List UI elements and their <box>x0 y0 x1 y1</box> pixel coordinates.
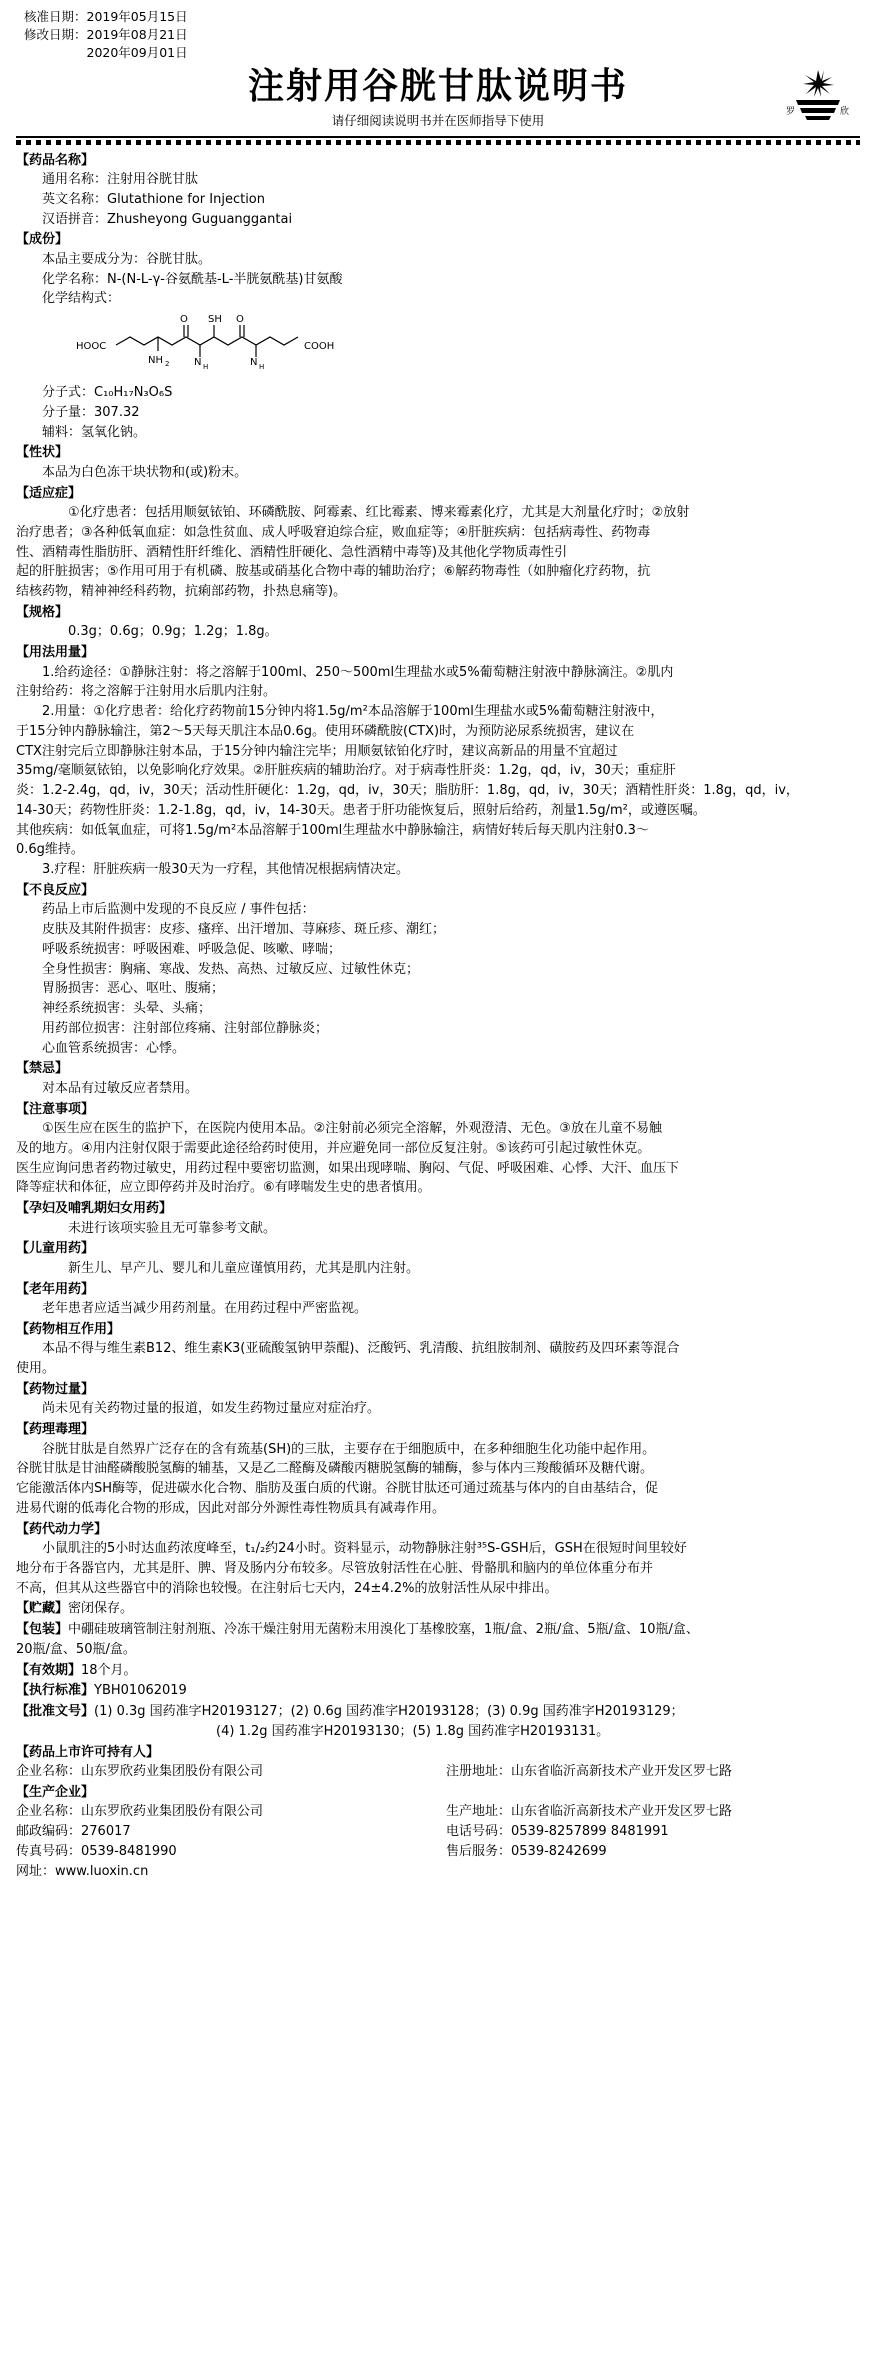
adverse-item: 用药部位损害：注射部位疼痛、注射部位静脉炎； <box>42 1020 329 1036</box>
usage-dose-line: 14-30天；药物性肝炎：1.2-1.8g，qd，iv，14-30天。患者于肝功能恢复后，照射后给药，剂量1.5g/m²，或遵医嘱。 <box>16 802 706 818</box>
character-text: 本品为白色冻干块状物和(或)粉末。 <box>42 464 248 480</box>
adverse-item: 胃肠损害：恶心、呕吐、腹痛； <box>42 981 225 997</box>
structural-formula-label: 化学结构式： <box>42 291 121 307</box>
section-manufacturer <box>16 1783 860 1882</box>
usage-course-title: 3.疗程： <box>42 862 94 878</box>
company-logo <box>766 64 856 122</box>
section-heading: 【批准文号】 <box>16 1704 95 1720</box>
approval-date-line: 核准日期：2019年05月15日 <box>24 9 188 24</box>
manufacturer-empty <box>446 1862 860 1882</box>
manufacturer-address: 生产地址：山东省临沂高新技术产业开发区罗七路 <box>446 1804 733 1820</box>
molecular-weight: 分子量：307.32 <box>42 404 140 420</box>
usage-dose-line: 35mg/毫顺氨铱铂，以免影响化疗效果。②肝脏疾病的辅助治疗。对于病毒性肝炎：1.2g，qd，iv，30天；重症肝 <box>16 763 676 779</box>
section-adverse-reactions <box>16 881 860 1059</box>
storage-text: 密闭保存。 <box>68 1601 134 1617</box>
section-heading: 【药物相互作用】 <box>16 1321 121 1337</box>
overdose-text: 尚未见有关药物过量的报道，如发生药物过量应对症治疗。 <box>42 1401 381 1417</box>
main-ingredient: 本品主要成分为：谷胱甘肽。 <box>42 251 212 267</box>
adverse-item: 心血管系统损害：心悸。 <box>42 1040 186 1056</box>
pregnancy-text: 未进行该项实验且无可靠参考文献。 <box>68 1220 277 1236</box>
svg-text:NH: NH <box>148 355 163 367</box>
section-heading: 【执行标准】 <box>16 1683 95 1699</box>
section-heading: 【药代动力学】 <box>16 1521 108 1537</box>
usage-route-text: ①静脉注射：将之溶解于100ml、250～500ml生理盐水或5%葡萄糖注射液中静脉滴注。②肌内 <box>119 664 674 680</box>
indication-line: 结核药物，精神神经科药物，抗痢部药物，扑热息痛等)。 <box>16 584 347 600</box>
section-heading: 【注意事项】 <box>16 1101 95 1117</box>
validity-row <box>16 1661 860 1681</box>
svg-text:HOOC: HOOC <box>76 341 107 353</box>
section-storage <box>16 1599 860 1619</box>
revision-date-line-2: 2020年09月01日 <box>24 45 188 61</box>
generic-name: 通用名称：注射用谷胱甘肽 <box>42 172 199 188</box>
section-interactions <box>16 1320 860 1379</box>
usage-course <box>16 860 860 880</box>
section-heading: 【用法用量】 <box>16 645 95 661</box>
section-heading: 【药理毒理】 <box>16 1422 95 1438</box>
revision-date-line: 修改日期：2019年08月21日 <box>24 27 188 43</box>
adverse-item: 皮肤及其附件损害：皮疹、瘙痒、出汗增加、荨麻疹、斑丘疹、潮红； <box>42 922 446 938</box>
contraindication-text: 对本品有过敏反应者禁用。 <box>42 1080 199 1096</box>
section-heading: 【成份】 <box>16 232 69 248</box>
interaction-line: 本品不得与维生素B12、维生素K3(亚硫酸氢钠甲萘醌)、泛酸钙、乳清酸、抗组胺制剂、磺胺药及四环素等混合 <box>42 1341 680 1357</box>
precaution-line: 降等症状和体征，应立即停药并及时治疗。⑥有哮喘发生史的患者慎用。 <box>16 1180 431 1196</box>
usage-dose-line: ①化疗患者：给化疗药物前15分钟内将1.5g/m²本品溶解于100ml生理盐水或5%葡萄糖注射液中， <box>93 704 664 720</box>
mah-address: 注册地址：山东省临沂高新技术产业开发区罗七路 <box>446 1764 733 1780</box>
pharmacokinetics-line: 不高，但其从这些器官中的消除也较慢。在注射后七天内，24±4.2%的放射活性从尿中排出。 <box>16 1580 558 1596</box>
section-indications <box>16 484 860 602</box>
usage-route-text-2: 注射给药：将之溶解于注射用水后肌内注射。 <box>16 684 277 700</box>
svg-text:欣: 欣 <box>840 107 850 118</box>
section-packaging <box>16 1620 860 1660</box>
approval-row <box>16 1702 860 1722</box>
section-mah <box>16 1743 860 1782</box>
pharmacology-line: 进易代谢的低毒化合物的形成，因此对部分外源性毒性物质具有减毒作用。 <box>16 1500 446 1516</box>
section-heading: 【老年用药】 <box>16 1281 95 1297</box>
section-geriatric <box>16 1280 860 1319</box>
adverse-item: 全身性损害：胸痛、寒战、发热、高热、过敏反应、过敏性休克； <box>42 961 420 977</box>
packaging-line: 20瓶/盒、50瓶/盒。 <box>16 1641 136 1657</box>
excipients: 辅料：氢氧化钠。 <box>42 424 147 440</box>
usage-route-title: 1.给药途径： <box>42 664 120 680</box>
usage-dose-title: 2.用量： <box>42 704 94 720</box>
indication-line: 起的肝脏损害；⑤作用可用于有机磷、胺基或硝基化合物中毒的辅助治疗；⑥解药物毒性（如肿瘤化疗药物，抗 <box>16 564 651 580</box>
validity-text: 18个月。 <box>81 1662 137 1678</box>
chemical-name: 化学名称：N-(N-L-γ-谷氨酰基-L-半胱氨酰基)甘氨酸 <box>42 271 343 287</box>
indication-line: 性、酒精毒性脂肪肝、酒精性肝纤维化、酒精性肝硬化、急性酒精中毒等)及其他化学物质毒性引 <box>16 544 568 560</box>
section-heading: 【适应症】 <box>16 485 82 501</box>
pharmacology-line: 谷胱甘肽是自然界广泛存在的含有巯基(SH)的三肽，主要存在于细胞质中，在多种细胞生化功能中起作用。 <box>42 1441 656 1457</box>
approval-line: (4) 1.2g 国药准字H20193130；(5) 1.8g 国药准字H20193131。 <box>216 1723 610 1739</box>
adverse-item: 神经系统损害：头晕、头痛； <box>42 1001 212 1017</box>
geriatric-text: 老年患者应适当减少用药剂量。在用药过程中严密监视。 <box>42 1301 368 1317</box>
section-usage <box>16 643 860 880</box>
section-heading: 【药品名称】 <box>16 152 95 168</box>
manufacturer-service: 售后服务：0539-8242699 <box>446 1843 607 1859</box>
svg-text:H: H <box>203 363 209 372</box>
manufacturer-postcode: 邮政编码：276017 <box>16 1824 131 1840</box>
approval-dates <box>24 8 860 62</box>
manufacturer-row <box>16 1822 860 1842</box>
usage-dose <box>16 702 860 722</box>
section-pharmacokinetics <box>16 1520 860 1599</box>
section-precautions <box>16 1100 860 1199</box>
mah-company: 企业名称：山东罗欣药业集团股份有限公司 <box>16 1764 264 1780</box>
pharmacokinetics-line: 小鼠肌注的5小时达血药浓度峰至，t₁/₂约24小时。资料显示，动物静脉注射³⁵S-GSH后，GSH在很短时间里较好 <box>42 1541 687 1557</box>
svg-text:N: N <box>250 357 258 369</box>
section-heading: 【药物过量】 <box>16 1381 95 1397</box>
section-approval-number <box>16 1702 860 1742</box>
section-pregnancy <box>16 1199 860 1238</box>
indication-line: 治疗患者；③各种低氧血症：如急性贫血、成人呼吸窘迫综合症，败血症等；④肝脏疾病：包括病毒性、药物毒 <box>16 524 651 540</box>
pinyin-name: 汉语拼音：Zhusheyong Guguanggantai <box>42 211 293 227</box>
section-overdose <box>16 1380 860 1419</box>
svg-text:O: O <box>180 314 188 326</box>
section-ingredients <box>16 230 860 442</box>
section-heading: 【性状】 <box>16 445 69 461</box>
adverse-intro: 药品上市后监测中发现的不良反应 / 事件包括： <box>42 902 315 918</box>
manufacturer-row <box>16 1842 860 1862</box>
mah-row <box>16 1762 860 1782</box>
manufacturer-phone: 电话号码：0539-8257899 8481991 <box>446 1824 669 1840</box>
section-validity <box>16 1661 860 1681</box>
precaution-line: 医生应询问患者药物过敏史，用药过程中要密切监测，如果出现哮喘、胸闷、气促、呼吸困难、心悸、大汗、血压下 <box>16 1160 680 1176</box>
pediatric-text: 新生儿、早产儿、婴儿和儿童应谨慎用药，尤其是肌内注射。 <box>68 1260 420 1276</box>
svg-text:罗: 罗 <box>786 107 796 118</box>
pharmacology-line: 谷胱甘肽是甘油醛磷酸脱氢酶的辅基，又是乙二醛酶及磷酸丙糖脱氢酶的辅酶，参与体内三羧酸循环及糖代谢。 <box>16 1461 654 1477</box>
storage-row <box>16 1599 860 1619</box>
precaution-line: ①医生应在医生的监护下，在医院内使用本品。②注射前必须完全溶解，外观澄清、无色。③放在儿童不易触 <box>42 1121 662 1137</box>
packaging-row <box>16 1620 860 1640</box>
usage-dose-line: 其他疾病：如低氧血症，可将1.5g/m²本品溶解于100ml生理盐水中静脉输注，病情好转后每天肌内注射0.3～ <box>16 822 649 838</box>
section-drug-name <box>16 151 860 230</box>
svg-text:SH: SH <box>208 314 222 326</box>
title-block <box>16 66 860 130</box>
section-contraindications <box>16 1059 860 1098</box>
manufacturer-website: 网址：www.luoxin.cn <box>16 1863 149 1879</box>
specification-text: 0.3g；0.6g；0.9g；1.2g；1.8g。 <box>68 624 278 640</box>
section-pediatric <box>16 1239 860 1278</box>
divider-rule <box>16 136 860 145</box>
section-specification <box>16 603 860 642</box>
indication-line: ①化疗患者：包括用顺氨铱铂、环磷酰胺、阿霉素、红比霉素、博来霉素化疗，尤其是大剂量化疗时；②放射 <box>68 505 690 521</box>
usage-course-text: 肝脏疾病一般30天为一疗程，其他情况根据病情决定。 <box>93 862 409 878</box>
usage-dose-line: CTX注射完后立即静脉注射本品，于15分钟内输注完毕；用顺氨铱铂化疗时，建议高新品的用量不宜超过 <box>16 743 618 759</box>
packaging-line: 中硼硅玻璃管制注射剂瓶、冷冻干燥注射用无菌粉末用溴化丁基橡胶塞，1瓶/盒、2瓶/盒、5瓶/盒、10瓶/盒、 <box>68 1622 699 1638</box>
section-heading: 【药品上市许可持有人】 <box>16 1744 160 1760</box>
structural-formula-image <box>16 311 860 381</box>
standard-text: YBH01062019 <box>94 1683 187 1699</box>
section-heading: 【贮藏】 <box>16 1601 69 1617</box>
section-heading: 【孕妇及哺乳期妇女用药】 <box>16 1201 173 1217</box>
usage-dose-line: 于15分钟内静脉输注，第2～5天每天肌注本品0.6g。使用环磷酰胺(CTX)时，为预防泌尿系统损害，建议在 <box>16 723 635 739</box>
english-name: 英文名称：Glutathione for Injection <box>42 191 265 207</box>
section-heading: 【规格】 <box>16 604 69 620</box>
adverse-item: 呼吸系统损害：呼吸困难、呼吸急促、咳嗽、哮喘； <box>42 941 342 957</box>
pharmacokinetics-line: 地分布于各器官内，尤其是肝、脾、肾及肠内分布较多。尽管放射活性在心脏、骨骼肌和脑内的单位体重分布并 <box>16 1560 654 1576</box>
svg-text:2: 2 <box>165 360 170 369</box>
manufacturer-row <box>16 1862 860 1882</box>
page-title: 注射用谷胱甘肽说明书 <box>247 65 628 108</box>
approval-line: (1) 0.3g 国药准字H20193127；(2) 0.6g 国药准字H20193128；(3) 0.9g 国药准字H20193129； <box>94 1704 684 1720</box>
section-pharmacology <box>16 1420 860 1519</box>
svg-text:H: H <box>259 363 265 372</box>
standard-row <box>16 1681 860 1701</box>
molecular-formula: 分子式：C₁₀H₁₇N₃O₆S <box>42 385 173 401</box>
usage-dose-line: 0.6g维持。 <box>16 842 84 858</box>
svg-text:N: N <box>194 357 202 369</box>
manufacturer-company: 企业名称：山东罗欣药业集团股份有限公司 <box>16 1804 264 1820</box>
section-heading: 【生产企业】 <box>16 1784 95 1800</box>
section-heading: 【儿童用药】 <box>16 1241 95 1257</box>
section-standard <box>16 1681 860 1701</box>
interaction-line: 使用。 <box>16 1361 56 1377</box>
precaution-line: 及的地方。④用内注射仅限于需要此途径给药时使用，并应避免同一部位反复注射。⑤该药可引起过敏性休克。 <box>16 1140 651 1156</box>
title-subtitle: 请仔细阅读说明书并在医师指导下使用 <box>331 112 545 128</box>
section-heading: 【不良反应】 <box>16 882 95 898</box>
svg-text:O: O <box>236 314 244 326</box>
usage-route <box>16 663 860 683</box>
manufacturer-row <box>16 1802 860 1822</box>
section-heading: 【禁忌】 <box>16 1061 69 1077</box>
section-heading: 【包装】 <box>16 1622 69 1638</box>
usage-dose-line: 炎：1.2-2.4g，qd，iv，30天；活动性肝硬化：1.2g，qd，iv，30天；脂肪肝：1.8g，qd，iv，30天；酒精性肝炎：1.8g，qd，iv， <box>16 783 799 799</box>
section-character <box>16 443 860 482</box>
manufacturer-fax: 传真号码：0539-8481990 <box>16 1843 177 1859</box>
pharmacology-line: 它能激活体内SH酶等，促进碳水化合物、脂肪及蛋白质的代谢。谷胱甘肽还可通过巯基与体内的自由基结合，促 <box>16 1481 659 1497</box>
section-heading: 【有效期】 <box>16 1662 82 1678</box>
svg-text:COOH: COOH <box>304 341 335 353</box>
